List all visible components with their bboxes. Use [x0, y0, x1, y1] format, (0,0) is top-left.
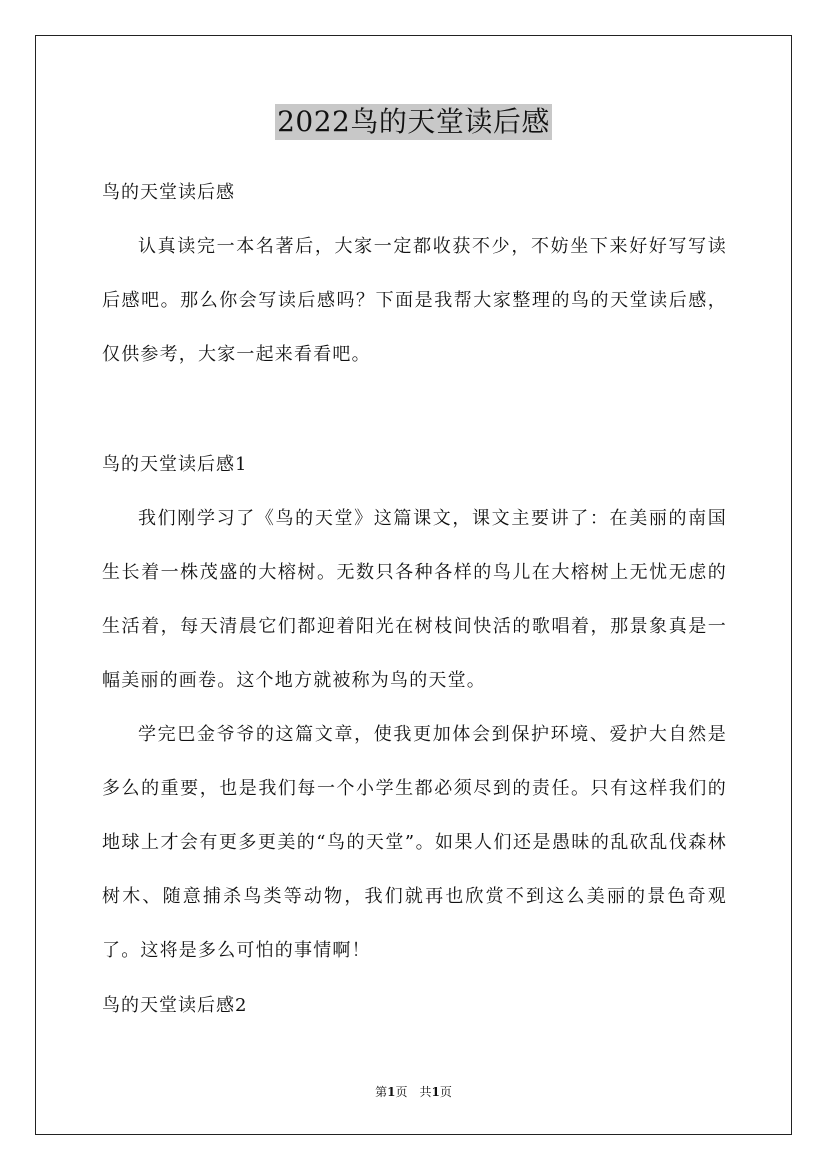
footer-prefix: 第 [375, 1085, 388, 1099]
title-container [0, 104, 827, 140]
section1-heading: 鸟的天堂读后感1 [102, 454, 248, 475]
footer-current-page: 1 [387, 1085, 396, 1099]
intro-paragraph: 认真读完一本名著后，大家一定都收获不少，不妨坐下来好好写写读后感吧。那么你会写读后感吗？下面是我帮大家整理的鸟的天堂读后感，仅供参考，大家一起来看看吧。 [102, 236, 727, 365]
section1-paragraph1: 我们刚学习了《鸟的天堂》这篇课文，课文主要讲了：在美丽的南国生长着一株茂盛的大榕树。无数只各种各样的鸟儿在大榕树上无忧无虑的生活着，每天清晨它们都迎着阳光在树枝间快活的歌唱着，那景象真是一幅美丽的画卷。这个地方就被称为鸟的天堂。 [102, 508, 727, 691]
section2-heading: 鸟的天堂读后感2 [102, 995, 248, 1016]
footer-total-pages: 1 [431, 1085, 440, 1099]
footer-mid: 页 共 [395, 1085, 432, 1099]
section1-paragraph2: 学完巴金爷爷的这篇文章，使我更加体会到保护环境、爱护大自然是多么的重要，也是我们每一个小学生都必须尽到的责任。只有这样我们的地球上才会有更多更美的“鸟的天堂”。如果人们还是愚昧的乱砍乱伐森林树木、随意捕杀鸟类等动物，我们就再也欣赏不到这么美丽的景色奇观了。这将是多么可怕的事情啊！ [102, 724, 727, 961]
footer-suffix: 页 [439, 1085, 452, 1099]
document-title: 2022鸟的天堂读后感 [277, 105, 550, 138]
page-footer [0, 1084, 827, 1100]
intro-heading: 鸟的天堂读后感 [102, 182, 235, 203]
